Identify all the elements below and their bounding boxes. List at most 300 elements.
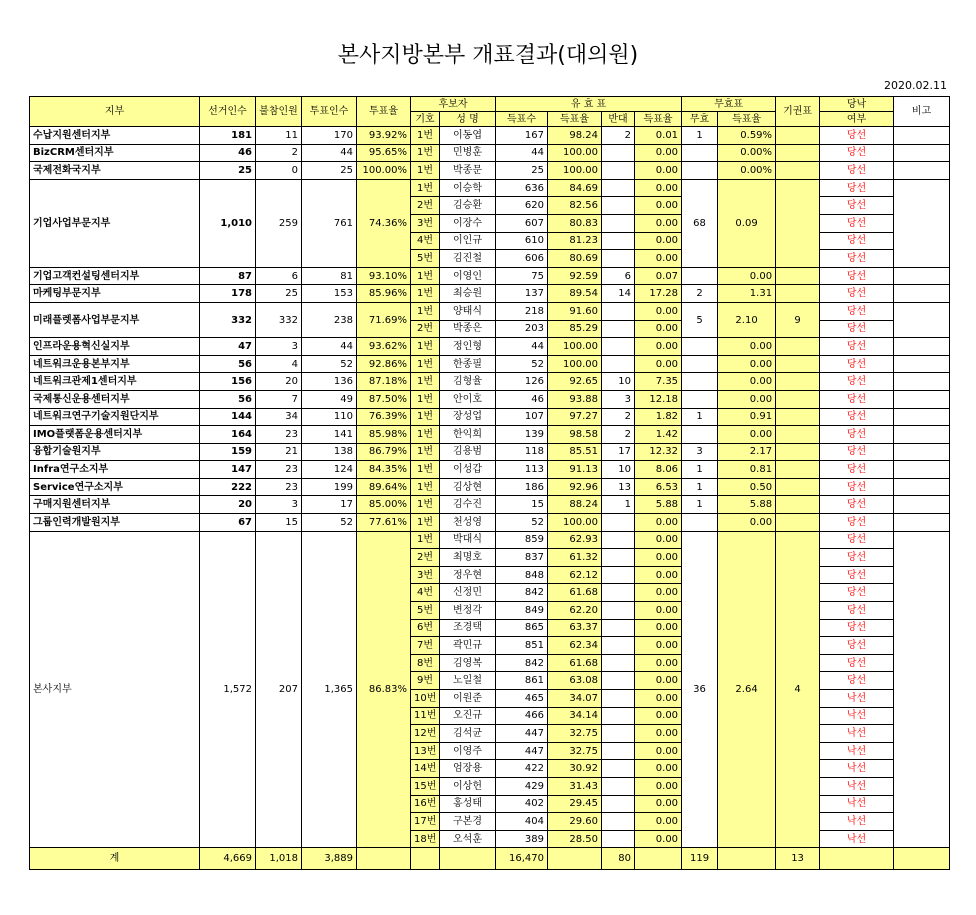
header-turnout: 투표율 <box>357 97 411 127</box>
against-rate: 0.00 <box>635 566 682 584</box>
against-rate: 0.00 <box>635 654 682 672</box>
candidate-symbol: 3번 <box>411 214 440 232</box>
invalid-count <box>682 355 718 373</box>
candidate-name: 이영주 <box>440 742 496 760</box>
table-row <box>30 426 950 444</box>
against-count <box>602 179 635 197</box>
vote-count: 126 <box>496 373 548 391</box>
abstain-count <box>776 179 820 267</box>
candidate-symbol: 1번 <box>411 443 440 461</box>
result-status: 당선 <box>820 338 894 356</box>
against-count <box>602 531 635 549</box>
electors-count: 56 <box>200 355 256 373</box>
table-row <box>30 461 950 479</box>
against-count <box>602 338 635 356</box>
invalid-count <box>682 144 718 162</box>
against-count: 10 <box>602 461 635 479</box>
candidate-name: 장성업 <box>440 408 496 426</box>
against-count <box>602 549 635 567</box>
against-count <box>602 707 635 725</box>
abstain-count <box>776 355 820 373</box>
vote-count: 466 <box>496 707 548 725</box>
header-result2: 여부 <box>820 112 894 127</box>
candidate-name: 이인규 <box>440 232 496 250</box>
candidate-name: 박종문 <box>440 162 496 180</box>
vote-count: 118 <box>496 443 548 461</box>
invalid-count: 36 <box>682 531 718 848</box>
vote-rate: 61.68 <box>548 584 602 602</box>
abstain-count <box>776 461 820 479</box>
against-rate: 5.88 <box>635 496 682 514</box>
vote-rate: 62.12 <box>548 566 602 584</box>
voters-count: 153 <box>302 285 357 303</box>
against-count: 6 <box>602 267 635 285</box>
candidate-name: 이승학 <box>440 179 496 197</box>
turnout-rate: 85.98% <box>357 426 411 444</box>
candidate-symbol: 18번 <box>411 830 440 848</box>
candidate-name: 김수진 <box>440 496 496 514</box>
vote-rate: 98.24 <box>548 127 602 145</box>
vote-rate: 61.32 <box>548 549 602 567</box>
note-cell <box>894 267 950 285</box>
header-row-1 <box>30 97 950 112</box>
turnout-rate: 76.39% <box>357 408 411 426</box>
vote-count: 865 <box>496 619 548 637</box>
abstain-count <box>776 408 820 426</box>
turnout-rate: 87.18% <box>357 373 411 391</box>
note-cell <box>894 162 950 180</box>
candidate-name: 곽민규 <box>440 637 496 655</box>
total-symbol <box>411 848 440 870</box>
electors-count: 56 <box>200 390 256 408</box>
candidate-symbol: 1번 <box>411 426 440 444</box>
table-row <box>30 355 950 373</box>
result-status: 당선 <box>820 496 894 514</box>
candidate-name: 오진규 <box>440 707 496 725</box>
vote-rate: 63.37 <box>548 619 602 637</box>
table-row <box>30 531 950 549</box>
table-row <box>30 373 950 391</box>
vote-count: 25 <box>496 162 548 180</box>
turnout-rate: 86.79% <box>357 443 411 461</box>
candidate-symbol: 13번 <box>411 742 440 760</box>
candidate-symbol: 9번 <box>411 672 440 690</box>
absent-count: 4 <box>256 355 302 373</box>
candidate-name: 신정민 <box>440 584 496 602</box>
against-rate: 0.00 <box>635 760 682 778</box>
vote-rate: 88.24 <box>548 496 602 514</box>
electors-count: 47 <box>200 338 256 356</box>
absent-count: 34 <box>256 408 302 426</box>
against-count <box>602 162 635 180</box>
invalid-count <box>682 390 718 408</box>
vote-count: 52 <box>496 514 548 532</box>
vote-rate: 82.56 <box>548 197 602 215</box>
vote-count: 842 <box>496 584 548 602</box>
vote-count: 15 <box>496 496 548 514</box>
voters-count: 761 <box>302 179 357 267</box>
voters-count: 1,365 <box>302 531 357 848</box>
abstain-count <box>776 496 820 514</box>
result-status: 당선 <box>820 144 894 162</box>
branch-name: 수납지원센터지부 <box>30 127 200 145</box>
electors-count: 67 <box>200 514 256 532</box>
voters-count: 52 <box>302 514 357 532</box>
candidate-name: 이성갑 <box>440 461 496 479</box>
candidate-symbol: 1번 <box>411 373 440 391</box>
against-count: 17 <box>602 443 635 461</box>
result-status: 당선 <box>820 355 894 373</box>
vote-rate: 93.88 <box>548 390 602 408</box>
header-absent: 불참인원 <box>256 97 302 127</box>
result-status: 낙선 <box>820 760 894 778</box>
vote-count: 859 <box>496 531 548 549</box>
against-count <box>602 830 635 848</box>
voters-count: 124 <box>302 461 357 479</box>
turnout-rate: 77.61% <box>357 514 411 532</box>
abstain-count <box>776 426 820 444</box>
header-against: 반대 <box>602 112 635 127</box>
electors-count: 46 <box>200 144 256 162</box>
candidate-symbol: 1번 <box>411 302 440 320</box>
result-status: 당선 <box>820 214 894 232</box>
against-count <box>602 302 635 320</box>
candidate-symbol: 1번 <box>411 408 440 426</box>
note-cell <box>894 373 950 391</box>
candidate-name: 이영인 <box>440 267 496 285</box>
against-count <box>602 144 635 162</box>
vote-rate: 100.00 <box>548 514 602 532</box>
absent-count: 7 <box>256 390 302 408</box>
vote-rate: 29.45 <box>548 795 602 813</box>
total-label: 계 <box>30 848 200 870</box>
vote-count: 620 <box>496 197 548 215</box>
vote-count: 610 <box>496 232 548 250</box>
invalid-count: 1 <box>682 496 718 514</box>
against-rate: 0.00 <box>635 514 682 532</box>
against-rate: 0.00 <box>635 338 682 356</box>
vote-rate: 85.29 <box>548 320 602 338</box>
against-count <box>602 232 635 250</box>
header-result: 당낙 <box>820 97 894 112</box>
against-rate: 0.00 <box>635 302 682 320</box>
against-count <box>602 514 635 532</box>
against-rate: 0.00 <box>635 320 682 338</box>
candidate-symbol: 4번 <box>411 232 440 250</box>
turnout-rate: 93.92% <box>357 127 411 145</box>
candidate-symbol: 1번 <box>411 496 440 514</box>
total-invalid-rate <box>718 848 776 870</box>
candidate-name: 박대식 <box>440 531 496 549</box>
result-status: 당선 <box>820 461 894 479</box>
branch-name: 본사지부 <box>30 531 200 848</box>
against-rate: 1.42 <box>635 426 682 444</box>
vote-rate: 91.60 <box>548 302 602 320</box>
candidate-symbol: 1번 <box>411 531 440 549</box>
branch-name: 융합기술원지부 <box>30 443 200 461</box>
table-row <box>30 408 950 426</box>
against-count <box>602 672 635 690</box>
voters-count: 136 <box>302 373 357 391</box>
result-status: 낙선 <box>820 795 894 813</box>
candidate-symbol: 1번 <box>411 144 440 162</box>
turnout-rate: 100.00% <box>357 162 411 180</box>
vote-count: 402 <box>496 795 548 813</box>
candidate-name: 정인형 <box>440 338 496 356</box>
abstain-count <box>776 144 820 162</box>
vote-count: 851 <box>496 637 548 655</box>
note-cell <box>894 355 950 373</box>
electors-count: 147 <box>200 461 256 479</box>
vote-count: 849 <box>496 602 548 620</box>
header-invalid: 무효표 <box>682 97 776 112</box>
table-row <box>30 443 950 461</box>
electors-count: 1,572 <box>200 531 256 848</box>
candidate-symbol: 1번 <box>411 461 440 479</box>
electors-count: 332 <box>200 302 256 337</box>
candidate-name: 김승환 <box>440 197 496 215</box>
note-cell <box>894 514 950 532</box>
vote-count: 46 <box>496 390 548 408</box>
branch-name: 구매지원센터지부 <box>30 496 200 514</box>
vote-count: 429 <box>496 777 548 795</box>
against-count: 10 <box>602 373 635 391</box>
against-count <box>602 760 635 778</box>
branch-name: 마케팅부문지부 <box>30 285 200 303</box>
voters-count: 44 <box>302 144 357 162</box>
invalid-rate: 0.00 <box>718 426 776 444</box>
vote-count: 75 <box>496 267 548 285</box>
table-row <box>30 338 950 356</box>
against-count <box>602 690 635 708</box>
result-status: 당선 <box>820 302 894 320</box>
branch-name: 네트워크관제1센터지부 <box>30 373 200 391</box>
vote-rate: 34.07 <box>548 690 602 708</box>
table-row <box>30 267 950 285</box>
invalid-count: 1 <box>682 478 718 496</box>
against-rate: 0.00 <box>635 672 682 690</box>
candidate-symbol: 8번 <box>411 654 440 672</box>
turnout-rate: 74.36% <box>357 179 411 267</box>
against-rate: 1.82 <box>635 408 682 426</box>
branch-name: 미래플렛폼사업부문지부 <box>30 302 200 337</box>
note-cell <box>894 144 950 162</box>
electors-count: 178 <box>200 285 256 303</box>
candidate-name: 김상현 <box>440 478 496 496</box>
invalid-count: 5 <box>682 302 718 337</box>
candidate-symbol: 1번 <box>411 179 440 197</box>
header-note: 비고 <box>894 97 950 127</box>
branch-name: IMO플랫폼운용센터지부 <box>30 426 200 444</box>
against-rate: 7.35 <box>635 373 682 391</box>
candidate-symbol: 1번 <box>411 355 440 373</box>
vote-count: 203 <box>496 320 548 338</box>
vote-rate: 85.51 <box>548 443 602 461</box>
result-status: 당선 <box>820 602 894 620</box>
header-abstain: 기권표 <box>776 97 820 127</box>
note-cell <box>894 338 950 356</box>
candidate-symbol: 1번 <box>411 127 440 145</box>
result-status: 당선 <box>820 654 894 672</box>
candidate-name: 정우현 <box>440 566 496 584</box>
note-cell <box>894 179 950 267</box>
candidate-name: 변정각 <box>440 602 496 620</box>
candidate-symbol: 1번 <box>411 267 440 285</box>
turnout-rate: 89.64% <box>357 478 411 496</box>
against-rate: 0.00 <box>635 813 682 831</box>
candidate-name: 천성영 <box>440 514 496 532</box>
vote-count: 44 <box>496 144 548 162</box>
electors-count: 25 <box>200 162 256 180</box>
table-row <box>30 144 950 162</box>
against-rate: 0.00 <box>635 531 682 549</box>
candidate-symbol: 1번 <box>411 390 440 408</box>
turnout-rate: 84.35% <box>357 461 411 479</box>
total-votes: 16,470 <box>496 848 548 870</box>
candidate-name: 안이호 <box>440 390 496 408</box>
against-count: 2 <box>602 426 635 444</box>
result-status: 당선 <box>820 619 894 637</box>
against-rate: 6.53 <box>635 478 682 496</box>
candidate-name: 양태식 <box>440 302 496 320</box>
absent-count: 23 <box>256 461 302 479</box>
vote-count: 607 <box>496 214 548 232</box>
branch-name: Infra연구소지부 <box>30 461 200 479</box>
candidate-name: 민병훈 <box>440 144 496 162</box>
header-branch: 지부 <box>30 97 200 127</box>
total-row <box>30 848 950 870</box>
against-rate: 0.00 <box>635 707 682 725</box>
against-count: 3 <box>602 390 635 408</box>
vote-rate: 92.65 <box>548 373 602 391</box>
against-rate: 0.00 <box>635 197 682 215</box>
against-count: 2 <box>602 408 635 426</box>
against-count <box>602 197 635 215</box>
against-rate: 0.00 <box>635 690 682 708</box>
header-voters: 투표인수 <box>302 97 357 127</box>
result-status: 당선 <box>820 549 894 567</box>
note-cell <box>894 390 950 408</box>
absent-count: 0 <box>256 162 302 180</box>
candidate-name: 한익희 <box>440 426 496 444</box>
header-against-rate: 득표율 <box>635 112 682 127</box>
vote-count: 52 <box>496 355 548 373</box>
absent-count: 20 <box>256 373 302 391</box>
vote-rate: 63.08 <box>548 672 602 690</box>
candidate-name: 이동엽 <box>440 127 496 145</box>
abstain-count <box>776 373 820 391</box>
vote-count: 447 <box>496 725 548 743</box>
note-cell <box>894 408 950 426</box>
against-rate: 0.00 <box>635 619 682 637</box>
candidate-symbol: 2번 <box>411 320 440 338</box>
header-inv-rate: 득표율 <box>718 112 776 127</box>
against-rate: 8.06 <box>635 461 682 479</box>
table-row <box>30 514 950 532</box>
turnout-rate: 95.65% <box>357 144 411 162</box>
vote-rate: 91.13 <box>548 461 602 479</box>
invalid-rate: 0.00 <box>718 267 776 285</box>
absent-count: 2 <box>256 144 302 162</box>
result-status: 당선 <box>820 426 894 444</box>
result-status: 당선 <box>820 179 894 197</box>
candidate-name: 오석훈 <box>440 830 496 848</box>
against-rate: 0.00 <box>635 725 682 743</box>
vote-rate: 92.59 <box>548 267 602 285</box>
result-status: 당선 <box>820 232 894 250</box>
against-count <box>602 566 635 584</box>
vote-rate: 100.00 <box>548 355 602 373</box>
candidate-symbol: 16번 <box>411 795 440 813</box>
header-rate: 득표율 <box>548 112 602 127</box>
invalid-rate: 0.00% <box>718 162 776 180</box>
table-row <box>30 496 950 514</box>
vote-count: 137 <box>496 285 548 303</box>
against-rate: 0.00 <box>635 584 682 602</box>
vote-rate: 100.00 <box>548 144 602 162</box>
electors-count: 1,010 <box>200 179 256 267</box>
vote-count: 848 <box>496 566 548 584</box>
vote-rate: 100.00 <box>548 162 602 180</box>
result-status: 낙선 <box>820 725 894 743</box>
absent-count: 23 <box>256 426 302 444</box>
table-row <box>30 478 950 496</box>
absent-count: 207 <box>256 531 302 848</box>
candidate-symbol: 10번 <box>411 690 440 708</box>
total-against: 80 <box>602 848 635 870</box>
candidate-name: 조경택 <box>440 619 496 637</box>
voters-count: 17 <box>302 496 357 514</box>
branch-name: 인프라운용혁신실지부 <box>30 338 200 356</box>
document-date: 2020.02.11 <box>884 79 947 92</box>
against-rate: 0.00 <box>635 250 682 268</box>
candidate-symbol: 1번 <box>411 514 440 532</box>
invalid-count: 1 <box>682 127 718 145</box>
abstain-count: 4 <box>776 531 820 848</box>
vote-rate: 92.96 <box>548 478 602 496</box>
candidate-symbol: 4번 <box>411 584 440 602</box>
invalid-count: 3 <box>682 443 718 461</box>
vote-rate: 32.75 <box>548 725 602 743</box>
candidate-symbol: 1번 <box>411 478 440 496</box>
vote-rate: 34.14 <box>548 707 602 725</box>
result-status: 당선 <box>820 478 894 496</box>
turnout-rate: 85.96% <box>357 285 411 303</box>
note-cell <box>894 531 950 848</box>
vote-rate: 97.27 <box>548 408 602 426</box>
header-valid: 유 효 표 <box>496 97 682 112</box>
against-count <box>602 795 635 813</box>
branch-name: 네트워크연구기술지원단지부 <box>30 408 200 426</box>
invalid-rate: 0.00 <box>718 390 776 408</box>
header-votes: 득표수 <box>496 112 548 127</box>
total-abstain: 13 <box>776 848 820 870</box>
candidate-symbol: 12번 <box>411 725 440 743</box>
table-row <box>30 302 950 320</box>
absent-count: 21 <box>256 443 302 461</box>
invalid-rate: 0.09 <box>718 179 776 267</box>
note-cell <box>894 478 950 496</box>
invalid-count <box>682 514 718 532</box>
candidate-name: 최명호 <box>440 549 496 567</box>
electors-count: 164 <box>200 426 256 444</box>
header-candidate: 후보자 <box>411 97 496 112</box>
candidate-symbol: 1번 <box>411 338 440 356</box>
candidate-name: 김진철 <box>440 250 496 268</box>
voters-count: 110 <box>302 408 357 426</box>
invalid-rate: 1.31 <box>718 285 776 303</box>
candidate-symbol: 1번 <box>411 162 440 180</box>
